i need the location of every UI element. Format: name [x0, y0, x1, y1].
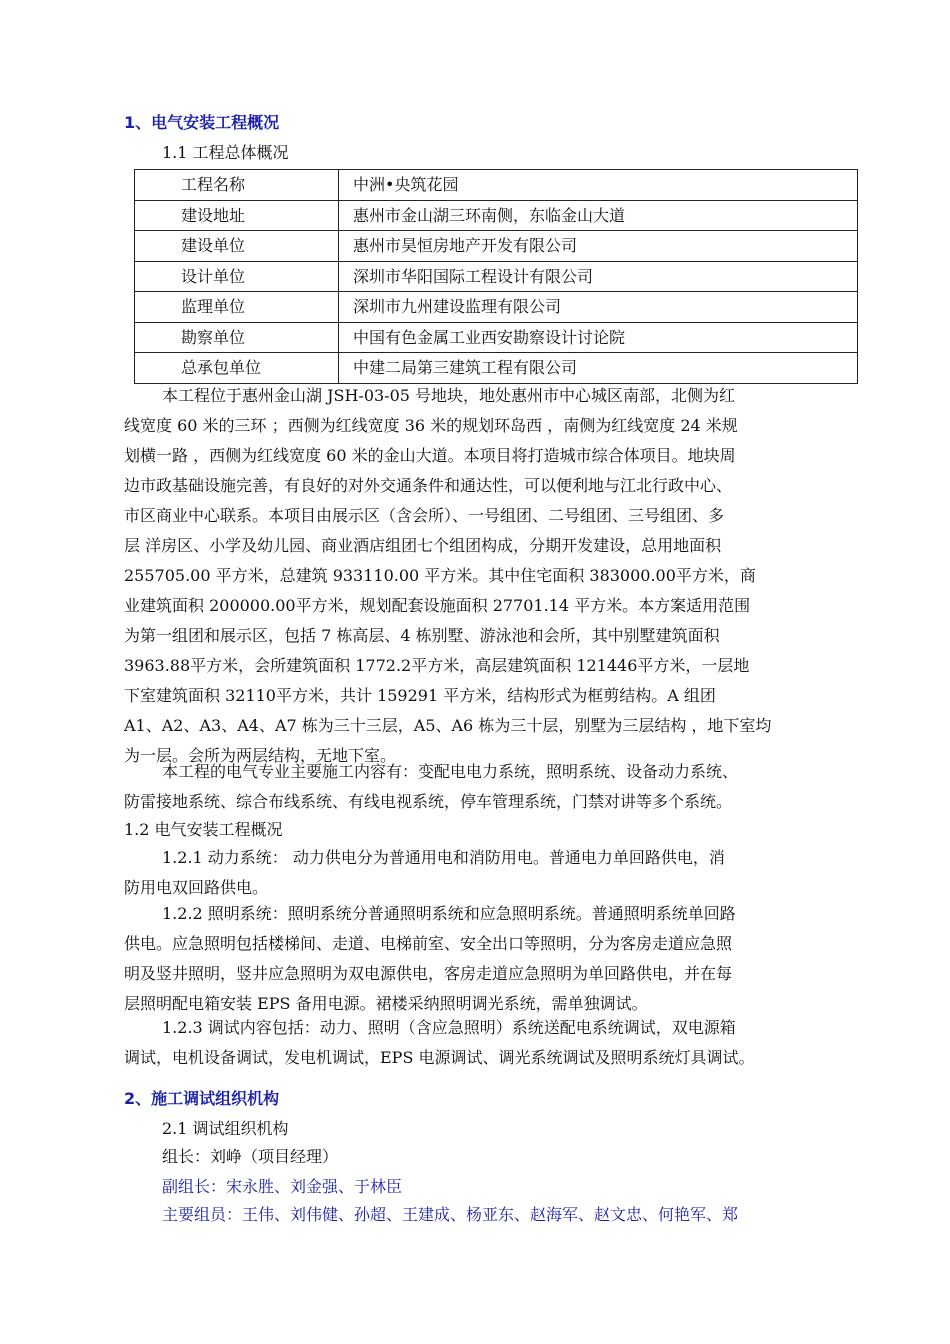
table-label-cell: 建设地址	[135, 200, 339, 231]
paragraph-line: 明及竖井照明，竖井应急照明为双电源供电，客房走道应急照明为单回路供电，并在每	[124, 964, 733, 983]
project-info-table	[134, 169, 858, 384]
lighting-system-paragraph	[124, 899, 854, 1019]
commissioning-content-paragraph	[124, 1013, 854, 1073]
table-value-cell: 深圳市华阳国际工程设计有限公司	[339, 261, 858, 292]
table-value-cell: 惠州市昊恒房地产开发有限公司	[339, 231, 858, 262]
paragraph-line: 本工程的电气专业主要施工内容有：变配电电力系统，照明系统、设备动力系统、	[162, 762, 739, 781]
table-value-cell: 中国有色金属工业西安勘察设计讨论院	[339, 322, 858, 353]
paragraph-line: 本工程位于惠州金山湖 JSH-03-05 号地块，地处惠州市中心城区南部，北侧为红	[162, 386, 736, 405]
paragraph-line: 防雷接地系统、综合布线系统、有线电视系统，停车管理系统，门禁对讲等多个系统。	[124, 792, 733, 811]
electrical-scope-paragraph	[124, 757, 854, 817]
paragraph-line: 供电。应急照明包括楼梯间、走道、电梯前室、安全出口等照明，分为客房走道应急照	[124, 934, 733, 953]
table-label-cell: 勘察单位	[135, 322, 339, 353]
section-1-heading: 1、电气安装工程概况	[124, 113, 280, 132]
paragraph-line: 3963.88平方米，会所建筑面积 1772.2平方米，高层建筑面积 121446平方米，一层地	[124, 656, 750, 675]
section-2-heading: 2、施工调试组织机构	[124, 1089, 280, 1108]
deputy-leaders: 副组长：宋永胜、刘金强、于林臣	[162, 1177, 403, 1196]
table-row	[135, 353, 858, 384]
table-value-cell: 深圳市九州建设监理有限公司	[339, 292, 858, 323]
table-row	[135, 292, 858, 323]
table-value-cell: 中洲•央筑花园	[339, 170, 858, 201]
table-label-cell: 工程名称	[135, 170, 339, 201]
paragraph-line: 层照明配电箱安装 EPS 备用电源。裙楼采纳照明调光系统，需单独调试。	[124, 994, 648, 1013]
paragraph-line: 边市政基础设施完善，有良好的对外交通条件和通达性，可以便利地与江北行政中心、	[124, 476, 733, 495]
paragraph-line: 划横一路 ，西侧为红线宽度 60 米的金山大道。本项目将打造城市综合体项目。地块周	[124, 446, 736, 465]
paragraph-line: 市区商业中心联系。本项目由展示区（含会所）、一号组团、二号组团、三号组团、多	[124, 506, 725, 525]
table-row	[135, 231, 858, 262]
table-label-cell: 设计单位	[135, 261, 339, 292]
paragraph-line: A1、A2、A3、A4、A7 栋为三十三层，A5、A6 栋为三十层，别墅为三层结构 ，地下室均	[124, 716, 772, 735]
project-description-paragraph	[124, 381, 854, 771]
paragraph-line: 为第一组团和展示区，包括 7 栋高层、4 栋别墅、游泳池和会所，其中别墅建筑面积	[124, 626, 720, 645]
section-1-2-heading: 1.2 电气安装工程概况	[124, 820, 283, 839]
table-row	[135, 200, 858, 231]
paragraph-line: 1.2.3 调试内容包括：动力、照明（含应急照明）系统送配电系统调试，双电源箱	[162, 1018, 736, 1037]
paragraph-line: 防用电双回路供电。	[124, 878, 269, 897]
table-value-cell: 惠州市金山湖三环南侧，东临金山大道	[339, 200, 858, 231]
paragraph-line: 线宽度 60 米的三环 ；西侧为红线宽度 36 米的规划环岛西 ，南侧为红线宽度 24 米规	[124, 416, 738, 435]
paragraph-line: 255705.00 平方米，总建筑 933110.00 平方米。其中住宅面积 383000.00平方米，商	[124, 566, 756, 585]
paragraph-line: 1.2.2 照明系统：照明系统分普通照明系统和应急照明系统。普通照明系统单回路	[162, 904, 736, 923]
section-1-1-heading: 1.1 工程总体概况	[162, 143, 289, 162]
power-system-paragraph	[124, 843, 854, 903]
paragraph-line: 下室建筑面积 32110平方米，共计 159291 平方米，结构形式为框剪结构。A 组团	[124, 686, 716, 705]
table-label-cell: 监理单位	[135, 292, 339, 323]
team-leader: 组长：刘峥（项目经理）	[162, 1147, 339, 1166]
paragraph-line: 1.2.1 动力系统： 动力供电分为普通用电和消防用电。普通电力单回路供电，消	[162, 848, 725, 867]
table-row	[135, 261, 858, 292]
table-label-cell: 建设单位	[135, 231, 339, 262]
table-label-cell: 总承包单位	[135, 353, 339, 384]
section-2-1-heading: 2.1 调试组织机构	[162, 1119, 289, 1138]
table-row	[135, 322, 858, 353]
table-value-cell: 中建二局第三建筑工程有限公司	[339, 353, 858, 384]
paragraph-line: 业建筑面积 200000.00平方米，规划配套设施面积 27701.14 平方米。本方案适用范围	[124, 596, 751, 615]
team-members: 主要组员：王伟、刘伟健、孙超、王建成、杨亚东、赵海军、赵文忠、何艳军、郑	[162, 1205, 739, 1224]
paragraph-line: 调试，电机设备调试，发电机调试，EPS 电源调试、调光系统调试及照明系统灯具调试。	[124, 1048, 755, 1067]
table-row	[135, 170, 858, 201]
paragraph-line: 为一层。会所为两层结构，无地下室。	[124, 746, 397, 765]
paragraph-line: 层 洋房区、小学及幼儿园、商业酒店组团七个组团构成，分期开发建设，总用地面积	[124, 536, 722, 555]
